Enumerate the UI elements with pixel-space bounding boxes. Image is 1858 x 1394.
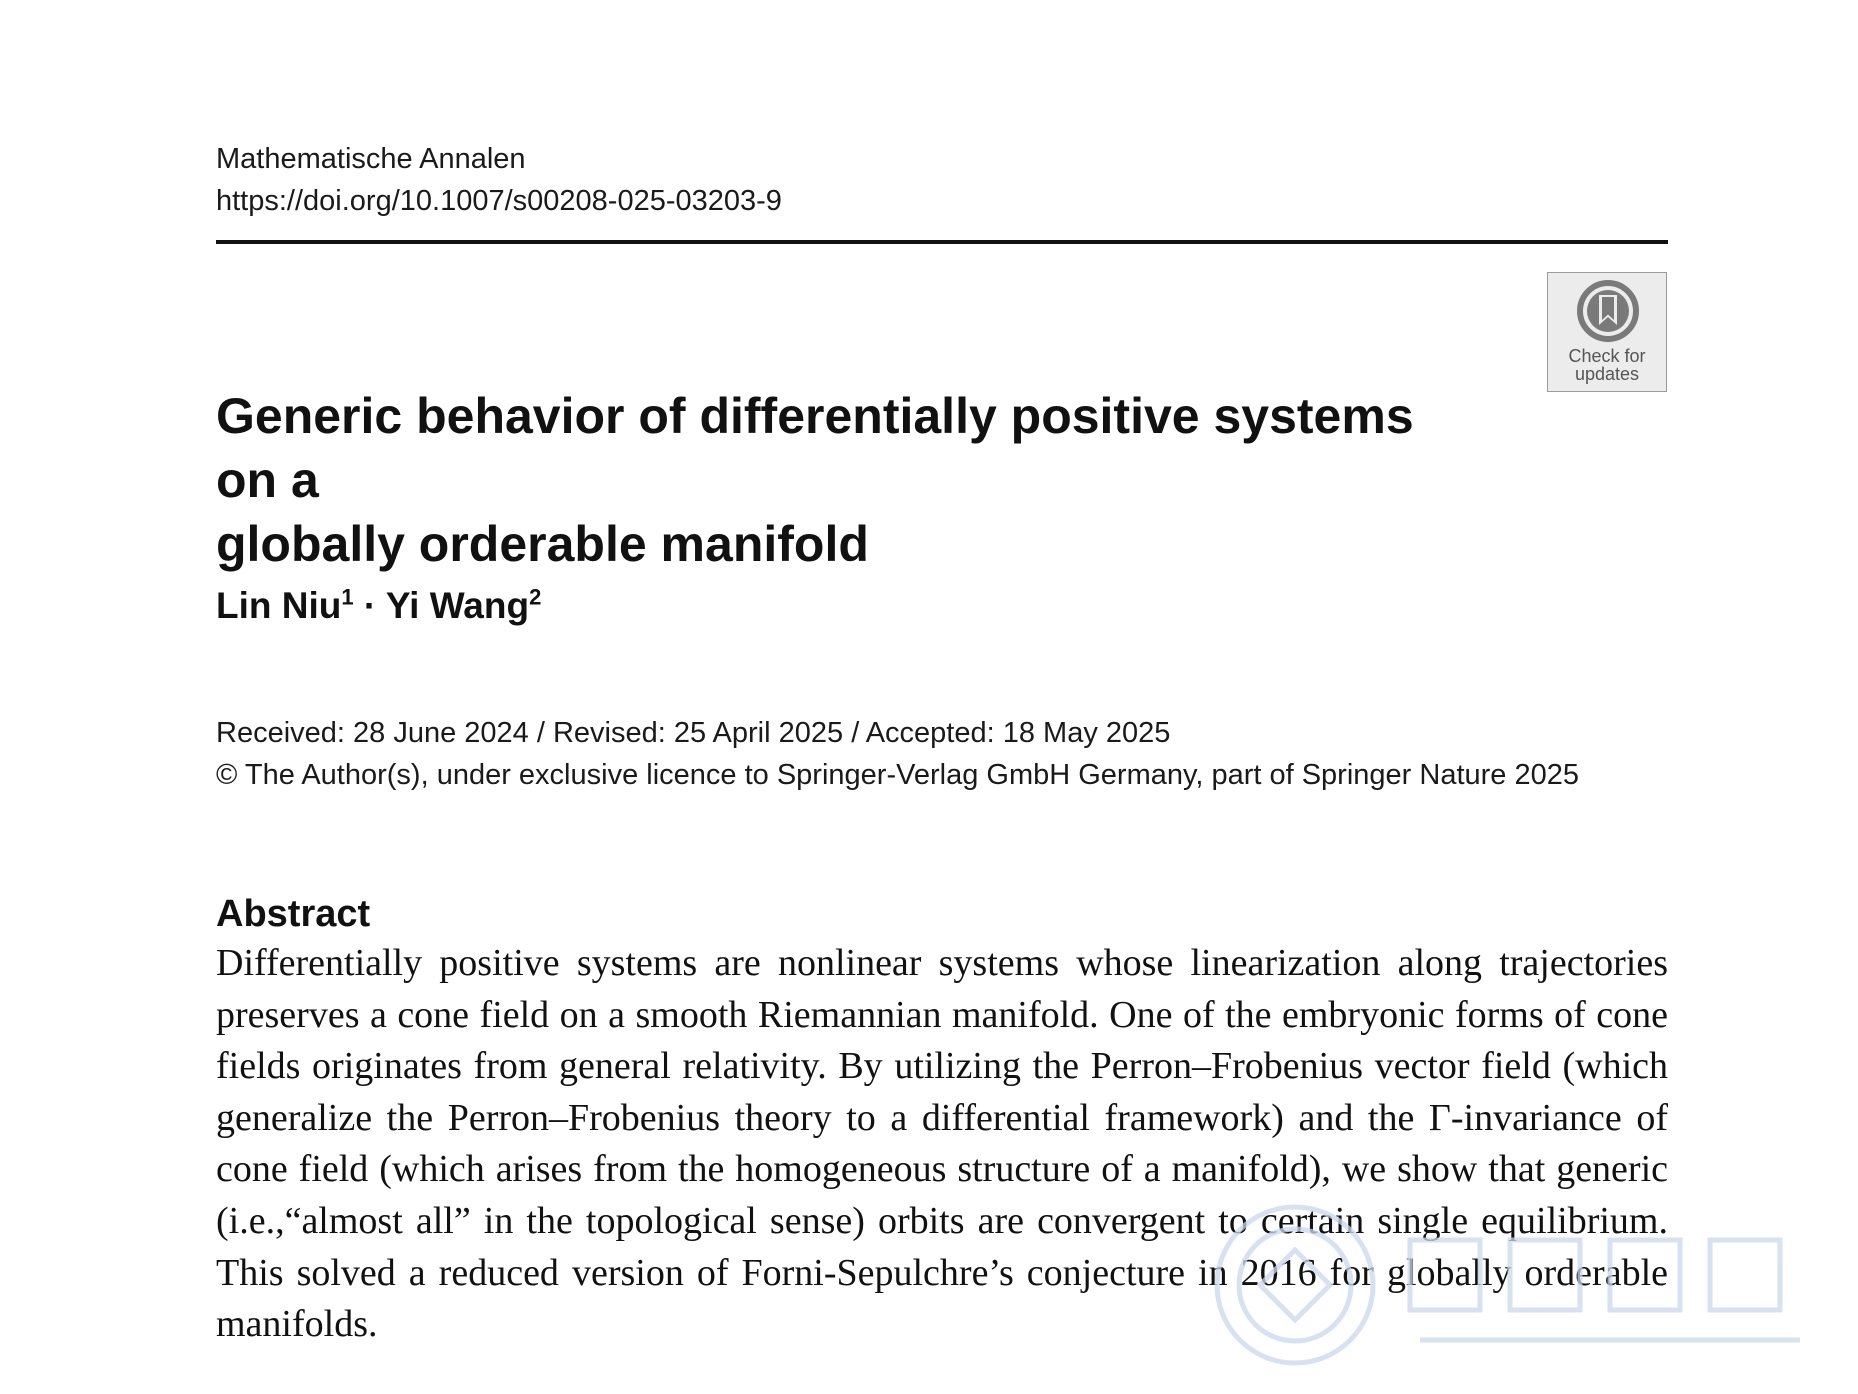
article-title-line2: globally orderable manifold xyxy=(216,516,869,572)
author-list xyxy=(216,582,541,630)
badge-label-line2: updates xyxy=(1574,364,1640,384)
author-affiliation: 1 xyxy=(341,584,354,610)
author-affiliation: 2 xyxy=(529,584,542,610)
article-title-line1: Generic behavior of differentially positive systems on a xyxy=(216,388,1414,508)
check-for-updates-badge[interactable] xyxy=(1547,272,1667,392)
history-dates: Received: 28 June 2024 / Revised: 25 April 2025 / Accepted: 18 May 2025 xyxy=(216,717,1171,749)
header-divider xyxy=(216,240,1668,244)
journal-name: Mathematische Annalen xyxy=(216,143,526,175)
bookmark-update-icon xyxy=(1576,279,1640,343)
article-title xyxy=(216,384,1476,576)
badge-label xyxy=(1548,347,1666,383)
abstract-heading: Abstract xyxy=(216,893,371,935)
doi-link[interactable]: https://doi.org/10.1007/s00208-025-03203-9 xyxy=(216,185,782,217)
badge-label-line1: Check for xyxy=(1568,346,1646,366)
journal-header xyxy=(216,138,782,222)
author-separator: · xyxy=(363,585,377,626)
copyright-notice: © The Author(s), under exclusive licence to Springer-Verlag GmbH Germany, part of Springer Nature 2025 xyxy=(216,759,1579,791)
author-name[interactable]: Yi Wang xyxy=(385,585,530,626)
abstract-text: Differentially positive systems are nonlinear systems whose linearization along trajectories preserves a cone field on a smooth Riemannian manifold. One of the embryonic forms of cone fields originates from general relativity. By utilizing the Perron–Frobenius vector field (which generalize the Perron–Frobenius theory to a differential framework) and the Γ-invariance of cone field (which arises from the homogeneous structure of a manifold), we show that generic (i.e.,“almost all” in the topological sense) orbits are convergent to certain single equilibrium. This solved a reduced version of Forni-Sepulchre’s conjecture in 2016 for globally orderable manifolds. xyxy=(216,942,1668,1346)
author-name[interactable]: Lin Niu xyxy=(216,585,342,626)
publication-info xyxy=(216,712,1676,796)
